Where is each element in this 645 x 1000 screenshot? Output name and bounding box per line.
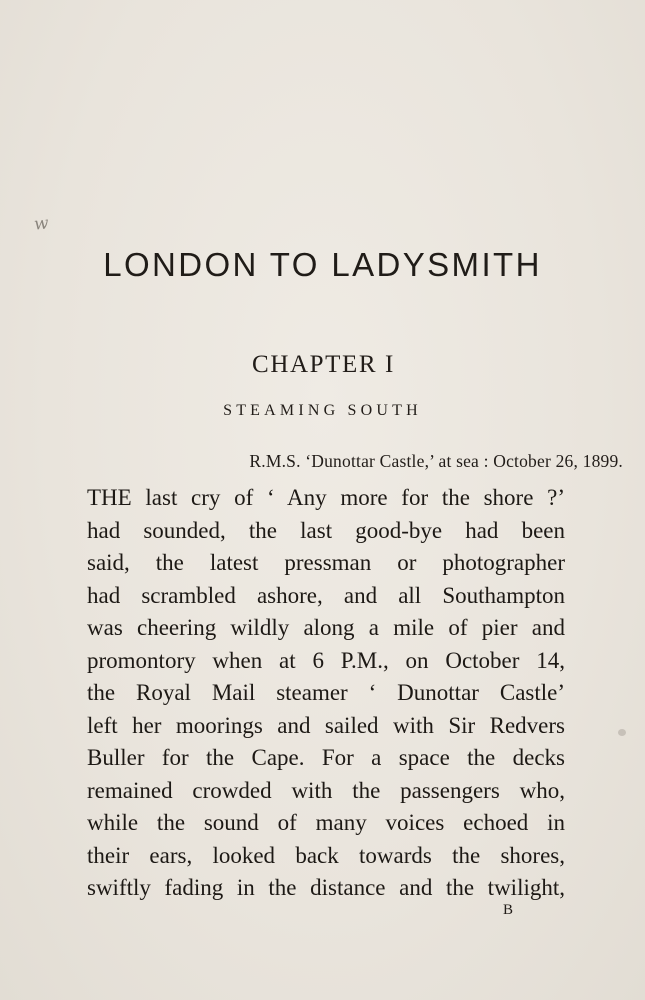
book-title: LONDON TO LADYSMITH	[103, 246, 542, 283]
body-line-text: had scrambled ashore, and all Southampton	[87, 582, 565, 608]
body-line-text: said, the latest pressman or photographer	[87, 550, 565, 575]
body-line	[87, 645, 565, 678]
body-line-text: left her moorings and sailed with Sir Redvers	[87, 712, 565, 738]
body-line-text: while the sound of many voices echoed in	[87, 810, 565, 835]
body-line	[87, 872, 565, 905]
body-line	[87, 482, 565, 515]
body-line	[87, 612, 565, 645]
body-line	[87, 515, 565, 548]
body-line-text: was cheering wildly along a mile of pier and	[87, 615, 565, 640]
body-line-text: remained crowded with the passengers who,	[87, 777, 565, 803]
body-line-text: had sounded, the last good-bye had been	[87, 517, 565, 543]
body-line	[87, 807, 565, 840]
body-line	[87, 580, 565, 613]
pencil-annotation: w	[32, 213, 50, 235]
body-line	[87, 710, 565, 743]
body-line-text: THE last cry of ‘ Any more for the shore ?’	[87, 485, 565, 510]
chapter-title: STEAMING SOUTH	[223, 402, 422, 419]
body-line	[87, 677, 565, 710]
body-line-text: the Royal Mail steamer ‘ Dunottar Castle’	[87, 680, 565, 705]
paper-spot	[618, 729, 626, 736]
body-text	[87, 482, 565, 905]
body-line-text: promontory when at 6 P.M., on October 14,	[87, 647, 565, 673]
dateline: R.M.S. ‘Dunottar Castle,’ at sea : October 26, 1899.	[249, 451, 623, 471]
signature-mark: B	[503, 902, 514, 918]
body-line-text: swiftly fading in the distance and the twilight,	[87, 875, 565, 900]
body-line	[87, 840, 565, 873]
body-line	[87, 775, 565, 808]
body-line-text: their ears, looked back towards the shores,	[87, 842, 565, 868]
body-line	[87, 547, 565, 580]
body-line-text: Buller for the Cape. For a space the decks	[87, 745, 565, 770]
chapter-heading: CHAPTER I	[252, 351, 395, 378]
body-line	[87, 742, 565, 775]
